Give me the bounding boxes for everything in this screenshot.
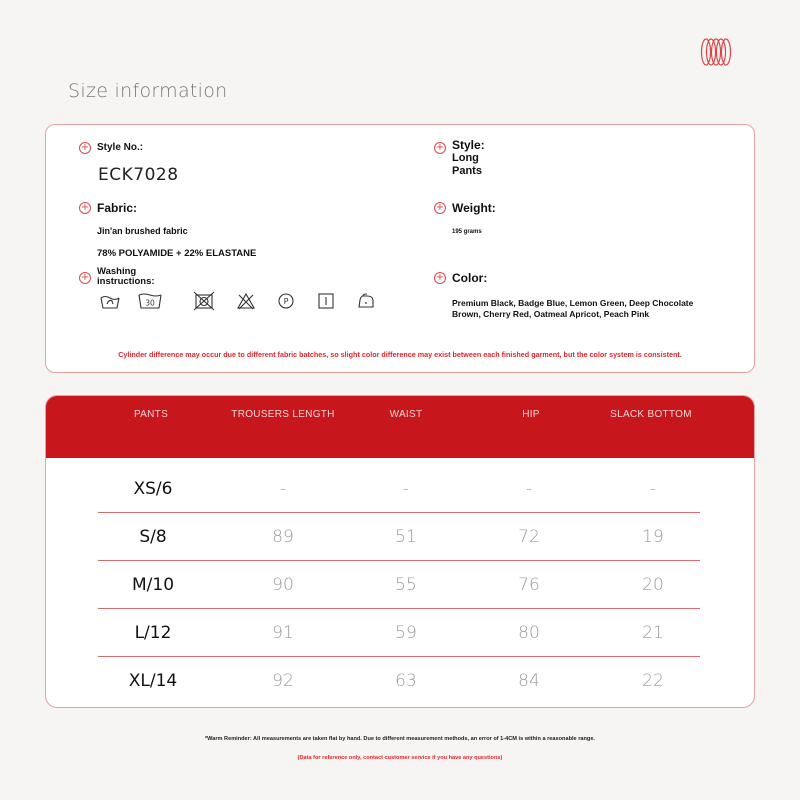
style-no-value: ECK7028 bbox=[98, 165, 179, 185]
waist-cell: - bbox=[402, 479, 410, 499]
hip-cell: 84 bbox=[518, 671, 540, 691]
slack-bottom-cell: 19 bbox=[642, 527, 664, 547]
plus-circle-icon: + bbox=[80, 142, 90, 153]
hip-cell: - bbox=[525, 479, 533, 499]
washing-label bbox=[97, 267, 155, 287]
size-cell: S/8 bbox=[139, 527, 167, 547]
hip-cell: 76 bbox=[518, 575, 540, 595]
header-waist: WAIST bbox=[389, 409, 423, 420]
trousers-length-cell: 90 bbox=[272, 575, 294, 595]
waist-cell: 63 bbox=[395, 671, 417, 691]
washing-label-line-2: instructions: bbox=[97, 276, 155, 287]
page-title: Size information bbox=[68, 80, 228, 102]
size-cell: XS/6 bbox=[133, 479, 173, 499]
warm-reminder: *Warm Reminder: All measurements are taken flat by hand. Due to different measurement methods, an error of 1-4CM is within a reasonable range. bbox=[204, 736, 595, 742]
style-label bbox=[452, 139, 485, 178]
waist-cell: 55 bbox=[395, 575, 417, 595]
fabric-composition: 78% POLYAMIDE + 22% ELASTANE bbox=[97, 248, 257, 259]
size-cell: XL/14 bbox=[128, 671, 178, 691]
plus-circle-icon: + bbox=[435, 142, 445, 153]
fabric-label: Fabric: bbox=[97, 201, 138, 215]
header-trousers-length: TROUSERS LENGTH bbox=[231, 409, 335, 420]
trousers-length-cell: 92 bbox=[272, 671, 294, 691]
color-label: Color: bbox=[452, 271, 488, 285]
weight-value: 195 grams bbox=[452, 229, 482, 235]
table-row bbox=[98, 465, 700, 513]
wash-30-icon bbox=[136, 291, 164, 311]
slack-bottom-cell: - bbox=[649, 479, 657, 499]
slack-bottom-cell: 20 bbox=[642, 575, 664, 595]
washing-label-line-1: Washing bbox=[97, 266, 137, 277]
slack-bottom-cell: 22 bbox=[642, 671, 664, 691]
dry-clean-p-icon bbox=[272, 291, 300, 311]
hip-cell: 80 bbox=[518, 623, 540, 643]
svg-text:30: 30 bbox=[145, 298, 155, 308]
product-info-card bbox=[45, 124, 755, 373]
size-cell: M/10 bbox=[131, 575, 175, 595]
table-row bbox=[98, 609, 700, 657]
rings-logo-icon bbox=[700, 37, 732, 67]
no-tumble-dry-icon bbox=[190, 291, 218, 311]
plus-circle-icon: + bbox=[435, 202, 445, 213]
table-row bbox=[98, 513, 700, 561]
header-slack-bottom: SLACK BOTTOM bbox=[610, 409, 692, 420]
trousers-length-cell: 89 bbox=[272, 527, 294, 547]
size-chart-table bbox=[45, 395, 755, 708]
fabric-line-1: Jin'an brushed fabric bbox=[97, 226, 188, 236]
table-row bbox=[98, 657, 700, 705]
style-label-text: Style: bbox=[452, 138, 485, 152]
plus-circle-icon: + bbox=[435, 272, 445, 283]
table-row bbox=[98, 561, 700, 609]
hand-wash-icon bbox=[96, 291, 124, 311]
style-value-line-2: Pants bbox=[452, 165, 482, 177]
header-pants: PANTS bbox=[133, 409, 169, 420]
trousers-length-cell: 91 bbox=[272, 623, 294, 643]
style-value-line-1: Long bbox=[452, 152, 479, 164]
color-list-line-1: Premium Black, Badge Blue, Lemon Green, Deep Chocolate bbox=[452, 298, 694, 308]
svg-text:P: P bbox=[283, 297, 289, 306]
header-hip: HIP bbox=[522, 409, 540, 420]
style-no-label: Style No.: bbox=[97, 142, 144, 153]
slack-bottom-cell: 21 bbox=[642, 623, 664, 643]
waist-cell: 59 bbox=[395, 623, 417, 643]
plus-circle-icon: + bbox=[80, 272, 90, 283]
line-dry-icon bbox=[312, 291, 340, 311]
size-table-header bbox=[46, 396, 754, 458]
no-bleach-icon bbox=[232, 291, 260, 311]
low-iron-icon bbox=[352, 291, 380, 311]
reference-note: (Data for reference only, contact customer service if you have any questions) bbox=[297, 755, 503, 761]
hip-cell: 72 bbox=[518, 527, 540, 547]
color-disclaimer: Cylinder difference may occur due to different fabric batches, so slight color difference may exist between each finished garment, but the color system is consistent. bbox=[118, 350, 682, 359]
trousers-length-cell: - bbox=[279, 479, 287, 499]
color-list-line-2: Brown, Cherry Red, Oatmeal Apricot, Peach Pink bbox=[452, 309, 650, 319]
plus-circle-icon: + bbox=[80, 202, 90, 213]
care-icons-row bbox=[96, 291, 388, 311]
waist-cell: 51 bbox=[395, 527, 417, 547]
weight-label: Weight: bbox=[452, 201, 496, 215]
size-cell: L/12 bbox=[134, 623, 172, 643]
